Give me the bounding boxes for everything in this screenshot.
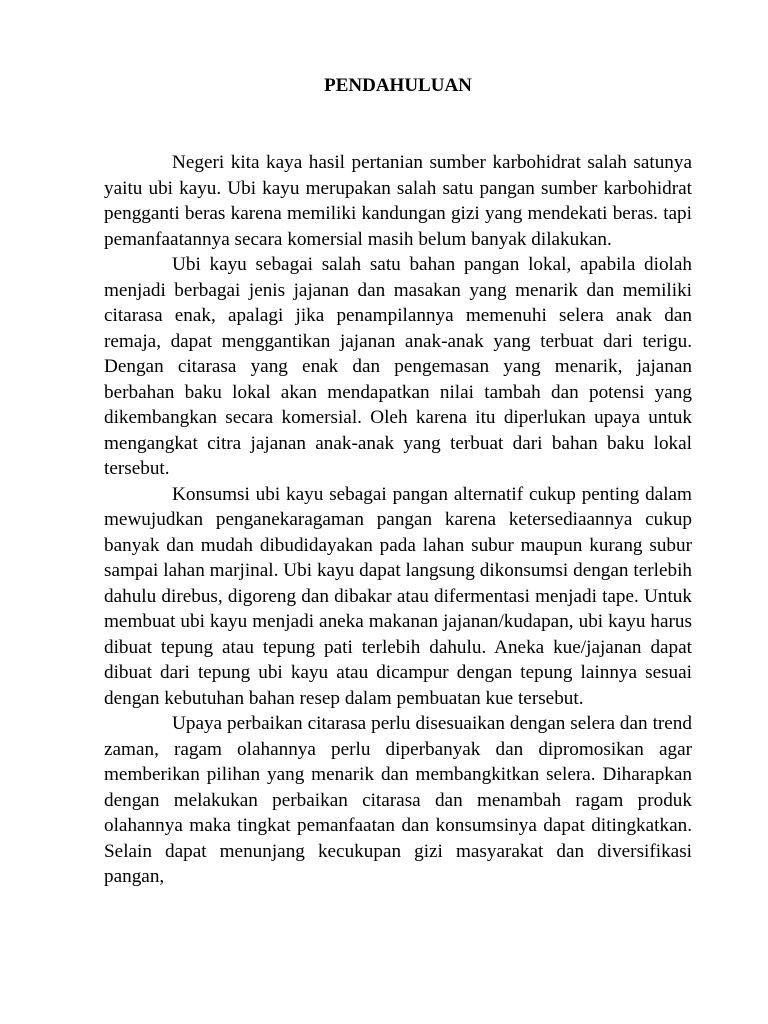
document-body (104, 150, 692, 890)
paragraph-1: Negeri kita kaya hasil pertanian sumber karbohidrat salah satunya yaitu ubi kayu. Ubi kayu merupakan salah satu pangan sumber karbohidrat pengganti beras karena memiliki kandungan gizi yang mendekati beras. tapi pemanfaatannya secara komersial masih belum banyak dilakukan. (104, 152, 692, 250)
paragraph-2: Ubi kayu sebagai salah satu bahan pangan lokal, apabila diolah menjadi berbagai jenis jajanan dan masakan yang menarik dan memiliki citarasa enak, apalagi jika penampilannya memenuhi selera anak dan remaja, dapat menggantikan jajanan anak-anak yang terbuat dari terigu. Dengan citarasa yang enak dan pengemasan yang menarik, jajanan berbahan baku lokal akan mendapatkan nilai tambah dan potensi yang dikembangkan secara komersial. Oleh karena itu diperlukan upaya untuk mengangkat citra jajanan anak-anak yang terbuat dari bahan baku lokal tersebut. (104, 254, 692, 479)
paragraph-4: Upaya perbaikan citarasa perlu disesuaikan dengan selera dan trend zaman, ragam olahannya perlu diperbanyak dan dipromosikan agar memberikan pilihan yang menarik dan membangkitkan selera. Diharapkan dengan melakukan perbaikan citarasa dan menambah ragam produk olahannya maka tingkat pemanfaatan dan konsumsinya dapat ditingkatkan. Selain dapat menunjang kecukupan gizi masyarakat dan diversifikasi pangan, (104, 713, 692, 887)
paragraph-3: Konsumsi ubi kayu sebagai pangan alternatif cukup penting dalam mewujudkan penganekaragaman pangan karena ketersediaannya cukup banyak dan mudah dibudidayakan pada lahan subur maupun kurang subur sampai lahan marjinal. Ubi kayu dapat langsung dikonsumsi dengan terlebih dahulu direbus, digoreng dan dibakar atau difermentasi menjadi tape. Untuk membuat ubi kayu menjadi aneka makanan jajanan/kudapan, ubi kayu harus dibuat tepung atau tepung pati terlebih dahulu. Aneka kue/jajanan dapat dibuat dari tepung ubi kayu atau dicampur dengan tepung lainnya sesuai dengan kebutuhan bahan resep dalam pembuatan kue tersebut. (104, 483, 692, 709)
page-title: PENDAHULUAN (324, 75, 472, 96)
